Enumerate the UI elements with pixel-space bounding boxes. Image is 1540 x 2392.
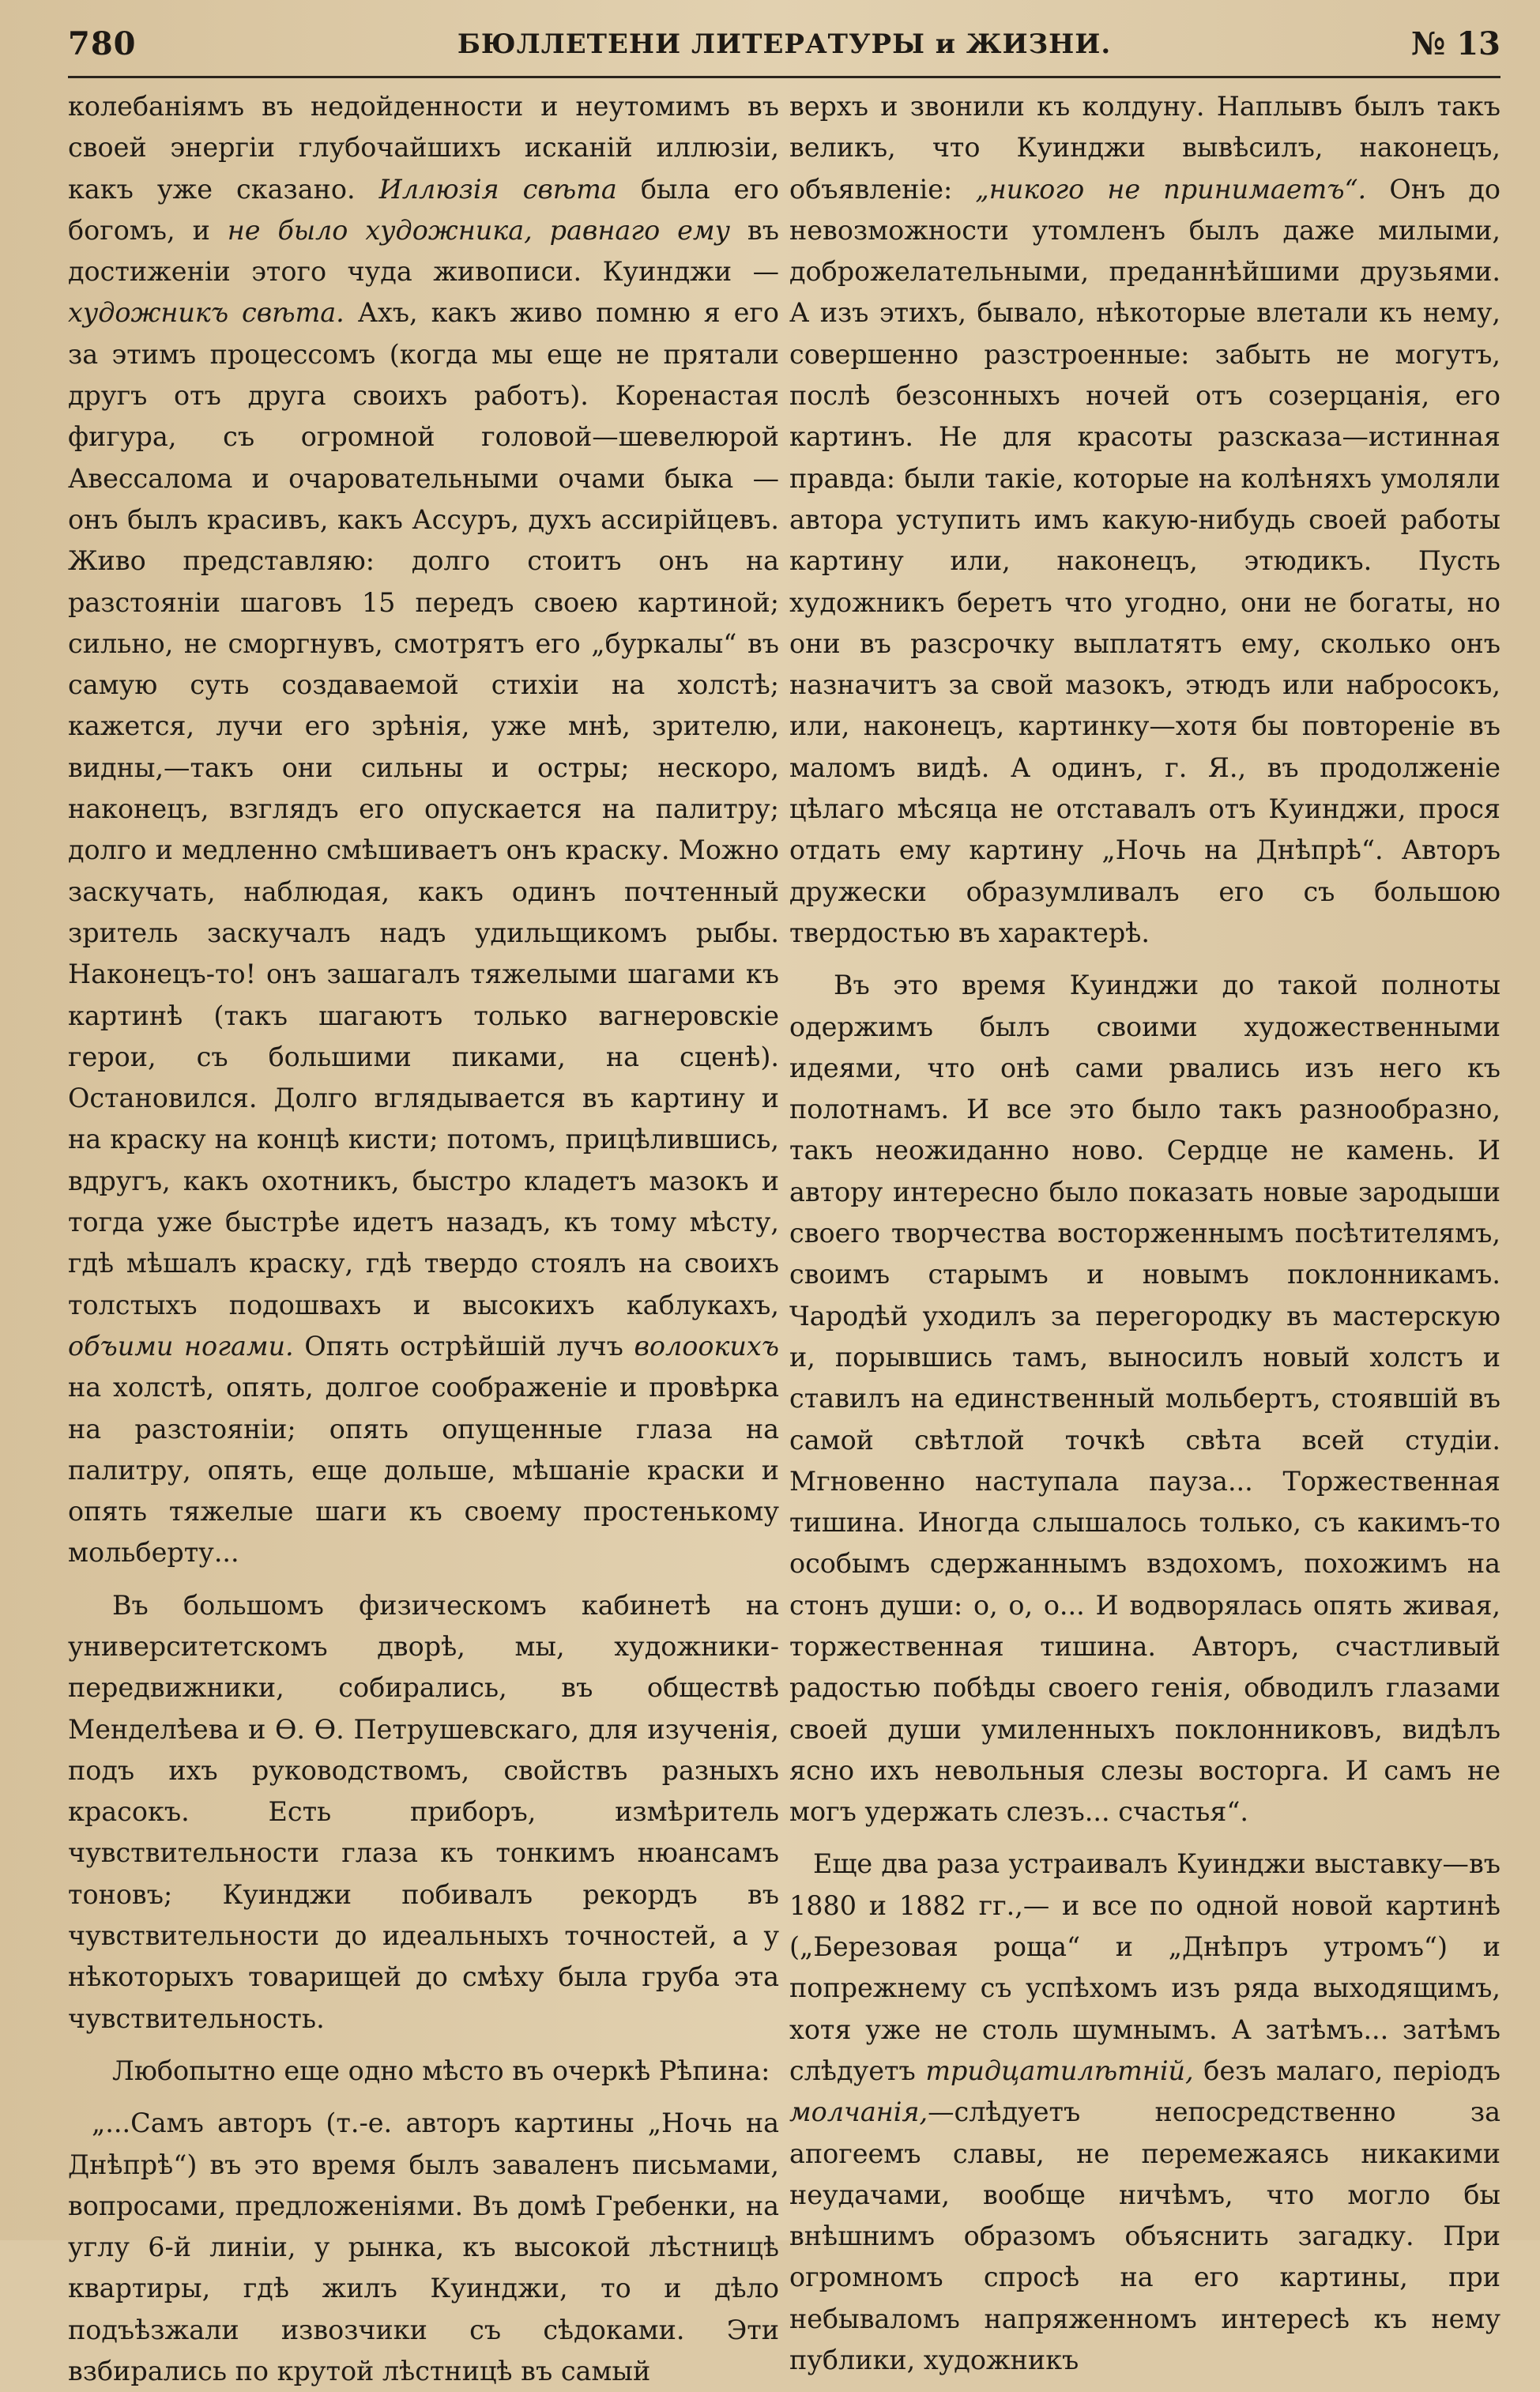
- italic-phrase: не было художника, равнаго ему: [227, 214, 730, 246]
- italic-phrase: волоокихъ: [634, 1330, 779, 1362]
- left-column: [68, 86, 779, 2392]
- left-paragraph-3: Любопытно еще одно мѣсто въ очеркѣ Рѣпина:: [112, 2055, 770, 2086]
- running-header: [68, 19, 1500, 78]
- italic-phrase: „никого не принимаетъ“.: [975, 173, 1367, 205]
- italic-phrase: молчанія,: [789, 2096, 928, 2128]
- right-paragraph-1: верхъ и звонили къ колдуну. Наплывъ былъ такъ великъ, что Куинджи вывѣсилъ, наконецъ, объявленіе: „никого не принимаетъ“. Онъ до невозможности утомленъ былъ даже милыми, доброжелательными, преданнѣйшими друзьями. А изъ этихъ, бывало, нѣкоторые влетали къ нему, совершенно разстроенные: забыть не могутъ, послѣ безсонныхъ ночей отъ созерцанія, его картинъ. Не для красоты разсказа—истинная правда: были такіе, которые на колѣняхъ умоляли автора уступить имъ какую-нибудь своей работы картину или, наконецъ, этюдикъ. Пусть художникъ беретъ что угодно, они не богаты, но они въ разсрочку выплатятъ ему, сколько онъ назначитъ за свой мазокъ, этюдъ или набросокъ, или, наконецъ, картинку—хотя бы повтореніе въ маломъ видѣ. А одинъ, г. Я., въ продолженіе цѣлаго мѣсяца не отставалъ отъ Куинджи, прося отдать ему картину „Ночь на Днѣпрѣ“. Авторъ дружески образумливалъ его съ большою твердостью въ характерѣ.: [789, 91, 1501, 948]
- italic-phrase: Иллюзія свѣта: [378, 173, 617, 205]
- italic-phrase: объими ногами.: [68, 1330, 294, 1362]
- left-paragraph-2: Въ большомъ физическомъ кабинетѣ на университетскомъ дворѣ, мы, художники-передвижники, собирались, въ обществѣ Менделѣева и Ѳ. Ѳ. Петрушевскаго, для изученія, подъ ихъ руководствомъ, свойствъ разныхъ красокъ. Есть приборъ, измѣритель чувствительности глаза къ тонкимъ нюансамъ тоновъ; Куинджи побивалъ рекордъ въ чувствительности до идеальныхъ точностей, а у нѣкоторыхъ товарищей до смѣху была груба эта чувствительность.: [68, 1589, 779, 2034]
- left-paragraph-1: колебаніямъ въ недойденности и неутомимъ въ своей энергіи глубочайшихъ исканій иллюзіи, какъ уже сказано. Иллюзія свѣта была его богомъ, и не было художника, равнаго ему въ достиженіи этого чуда живописи. Куинджи — художникъ свѣта. Ахъ, какъ живо помню я его за этимъ процессомъ (когда мы еще не прятали другъ отъ друга своихъ работъ). Коренастая фигура, съ огромной головой—шевелюрой Авессалома и очаровательными очами быка — онъ былъ красивъ, какъ Ассуръ, духъ ассирійцевъ. Живо представляю: долго стоитъ онъ на разстояніи шаговъ 15 передъ своею картиной; сильно, не сморгнувъ, смотрятъ его „буркалы“ въ самую суть создаваемой стихіи на холстѣ; кажется, лучи его зрѣнія, уже мнѣ, зрителю, видны,—такъ они сильны и остры; нескоро, наконецъ, взглядъ его опускается на палитру; долго и медленно смѣшиваетъ онъ краску. Можно заскучать, наблюдая, какъ одинъ почтенный зритель заскучалъ надъ удильщикомъ рыбы. Наконецъ-то! онъ зашагалъ тяжелыми шагами къ картинѣ (такъ шагаютъ только вагнеровскіе герои, съ большими пиками, на сценѣ). Остановился. Долго вглядывается въ картину и на краску на концѣ кисти; потомъ, прицѣлившись, вдругъ, какъ охотникъ, быстро кладетъ мазокъ и тогда уже быстрѣе идетъ назадъ, къ тому мѣсту, гдѣ мѣшалъ краску, гдѣ твердо стоялъ на своихъ толстыхъ подошвахъ и высокихъ каблукахъ, объими ногами. Опять острѣйшій лучъ волоокихъ на холстѣ, опять, долгое соображеніе и провѣрка на разстояніи; опять опущенные глаза на палитру, опять, еще дольше, мѣшаніе краски и опять тяжелые шаги къ своему простенькому мольберту...: [68, 91, 779, 1569]
- issue-number: № 13: [1410, 25, 1500, 62]
- italic-phrase: художникъ свѣта.: [68, 297, 345, 329]
- right-paragraph-2: Въ это время Куинджи до такой полноты одержимъ былъ своими художественными идеями, что онѣ сами рвались изъ него къ полотнамъ. И все это было такъ разнообразно, такъ неожиданно ново. Сердце не камень. И автору интересно было показать новые зародыши своего творчества восторженнымъ посѣтителямъ, своимъ старымъ и новымъ поклонникамъ. Чародѣй уходилъ за перегородку въ мастерскую и, порывшись тамъ, выносилъ новый холстъ и ставилъ на единственный мольбертъ, стоявшій въ самой свѣтлой точкѣ свѣта всей студіи. Мгновенно наступала пауза... Торжественная тишина. Иногда слышалось только, съ какимъ-то особымъ сдержаннымъ вздохомъ, похожимъ на стонъ души: о, о, о... И водворялась опять живая, торжественная тишина. Авторъ, счастливый радостью побѣды своего генія, обводилъ глазами своей души умиленныхъ поклонниковъ, видѣлъ ясно ихъ невольныя слезы восторга. И самъ не могъ удержать слезъ... счастья“.: [789, 970, 1500, 1828]
- text-columns: [68, 86, 1500, 2392]
- italic-phrase: тридцатилѣтній,: [925, 2055, 1194, 2086]
- right-column: [789, 86, 1500, 2392]
- journal-title: БЮЛЛЕТЕНИ ЛИТЕРАТУРЫ и ЖИЗНИ.: [457, 28, 1112, 60]
- page-number: 780: [68, 25, 137, 62]
- right-paragraph-3: Еще два раза устраивалъ Куинджи выставку—въ 1880 и 1882 гг.,— и все по одной новой картинѣ („Березовая роща“ и „Днѣпръ утромъ“) и попрежнему съ успѣхомъ изъ ряда выходящимъ, хотя уже не столь шумнымъ. А затѣмъ... затѣмъ слѣдуетъ тридцатилѣтній, безъ малаго, періодъ молчанія,—слѣдуетъ непосредственно за апогеемъ славы, не перемежаясь никакими неудачами, вообще ничѣмъ, что могло бы внѣшнимъ образомъ объяснить загадку. При огромномъ спросѣ на его картины, при небываломъ напряженномъ интересѣ къ нему публики, художникъ: [789, 1848, 1500, 2376]
- left-paragraph-4-quote: „...Самъ авторъ (т.-е. авторъ картины „Ночь на Днѣпрѣ“) въ это время былъ заваленъ письмами, вопросами, предложеніями. Въ домѣ Гребенки, на углу 6-й линіи, у рынка, къ высокой лѣстницѣ квартиры, гдѣ жилъ Куинджи, то и дѣло подъѣзжали извозчики съ сѣдоками. Эти взбирались по крутой лѣстницѣ въ самый: [68, 2108, 779, 2387]
